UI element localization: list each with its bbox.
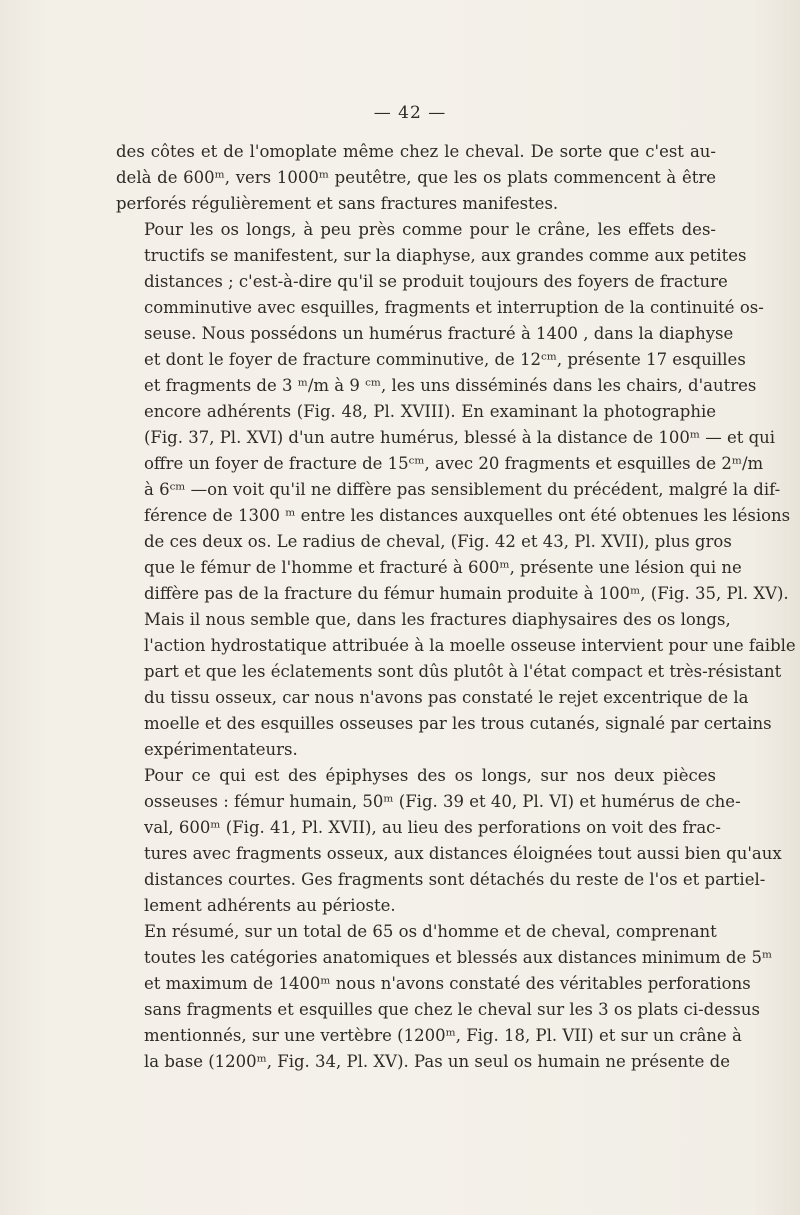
text-line: offre un foyer de fracture de 15ᶜᵐ, avec 20 fragments et esquilles de 2ᵐ/m (144, 454, 764, 473)
text-line: sans fragments et esquilles que chez le cheval sur les 3 os plats ci-dessus (144, 1000, 760, 1019)
text-line: distances courtes. Ges fragments sont détachés du reste de l'os et partiel- (144, 870, 766, 889)
text-line: expérimentateurs. (144, 740, 298, 759)
text-line: Pour ce qui est des épiphyses des os longs, sur nos deux pièces (144, 766, 716, 785)
text-line: Pour les os longs, à peu près comme pour le crâne, les effets des- (144, 220, 716, 239)
body-text (116, 139, 796, 1075)
text-line: osseuses : fémur humain, 50ᵐ (Fig. 39 et 40, Pl. VI) et humérus de che- (144, 792, 741, 811)
text-line: la base (1200ᵐ, Fig. 34, Pl. XV). Pas un seul os humain ne présente de (144, 1052, 730, 1071)
text-line: et fragments de 3 ᵐ/m à 9 ᶜᵐ, les uns disséminés dans les chairs, d'autres (144, 376, 757, 395)
text-line: tructifs se manifestent, sur la diaphyse, aux grandes comme aux petites (144, 246, 747, 265)
text-line: delà de 600ᵐ, vers 1000ᵐ peutêtre, que les os plats commencent à être (116, 168, 716, 187)
page-number: — 42 — (373, 103, 447, 123)
text-line: perforés régulièrement et sans fractures manifestes. (116, 194, 559, 213)
text-line: val, 600ᵐ (Fig. 41, Pl. XVII), au lieu des perforations on voit des frac- (144, 818, 721, 837)
text-line: distances ; c'est-à-dire qu'il se produit toujours des foyers de fracture (144, 272, 728, 291)
text-line: lement adhérents au périoste. (144, 896, 396, 915)
text-line: comminutive avec esquilles, fragments et interruption de la continuité os- (144, 298, 764, 317)
text-line: et maximum de 1400ᵐ nous n'avons constaté des véritables perforations (144, 974, 751, 993)
text-line: à 6ᶜᵐ —on voit qu'il ne diffère pas sensiblement du précédent, malgré la dif- (144, 480, 781, 499)
text-line: férence de 1300 ᵐ entre les distances auxquelles ont été obtenues les lésions (144, 506, 791, 525)
text-line: encore adhérents (Fig. 48, Pl. XVIII). En examinant la photographie (144, 402, 716, 421)
text-line: des côtes et de l'omoplate même chez le cheval. De sorte que c'est au- (116, 142, 716, 161)
text-line: tures avec fragments osseux, aux distances éloignées tout aussi bien qu'aux (144, 844, 782, 863)
text-line: seuse. Nous possédons un humérus fracturé à 1400 , dans la diaphyse (144, 324, 734, 343)
paragraph-2 (116, 217, 791, 607)
text-line: moelle et des esquilles osseuses par les trous cutanés, signalé par certains (144, 714, 772, 733)
paragraph-4 (116, 763, 782, 919)
text-line: Mais il nous semble que, dans les fractures diaphysaires des os longs, (144, 610, 731, 629)
text-line: mentionnés, sur une vertèbre (1200ᵐ, Fig. 18, Pl. VII) et sur un crâne à (144, 1026, 742, 1045)
text-line: que le fémur de l'homme et fracturé à 600ᵐ, présente une lésion qui ne (144, 558, 742, 577)
paragraph-5 (116, 919, 773, 1075)
text-line: (Fig. 37, Pl. XVI) d'un autre humérus, blessé à la distance de 100ᵐ — et qui (144, 428, 776, 447)
text-line: En résumé, sur un total de 65 os d'homme et de cheval, comprenant (144, 922, 717, 941)
paragraph-1 (116, 139, 716, 217)
text-line: toutes les catégories anatomiques et blessés aux distances minimum de 5ᵐ (144, 948, 773, 967)
text-line: et dont le foyer de fracture comminutive, de 12ᶜᵐ, présente 17 esquilles (144, 350, 746, 369)
text-line: du tissu osseux, car nous n'avons pas constaté le rejet excentrique de la (144, 688, 749, 707)
paragraph-3 (116, 607, 796, 763)
text-line: de ces deux os. Le radius de cheval, (Fig. 42 et 43, Pl. XVII), plus gros (144, 532, 732, 551)
text-line: part et que les éclatements sont dûs plutôt à l'état compact et très-résistant (144, 662, 782, 681)
text-line: diffère pas de la fracture du fémur humain produite à 100ᵐ, (Fig. 35, Pl. XV). (144, 584, 789, 603)
text-line: l'action hydrostatique attribuée à la moelle osseuse intervient pour une faible (144, 636, 796, 655)
